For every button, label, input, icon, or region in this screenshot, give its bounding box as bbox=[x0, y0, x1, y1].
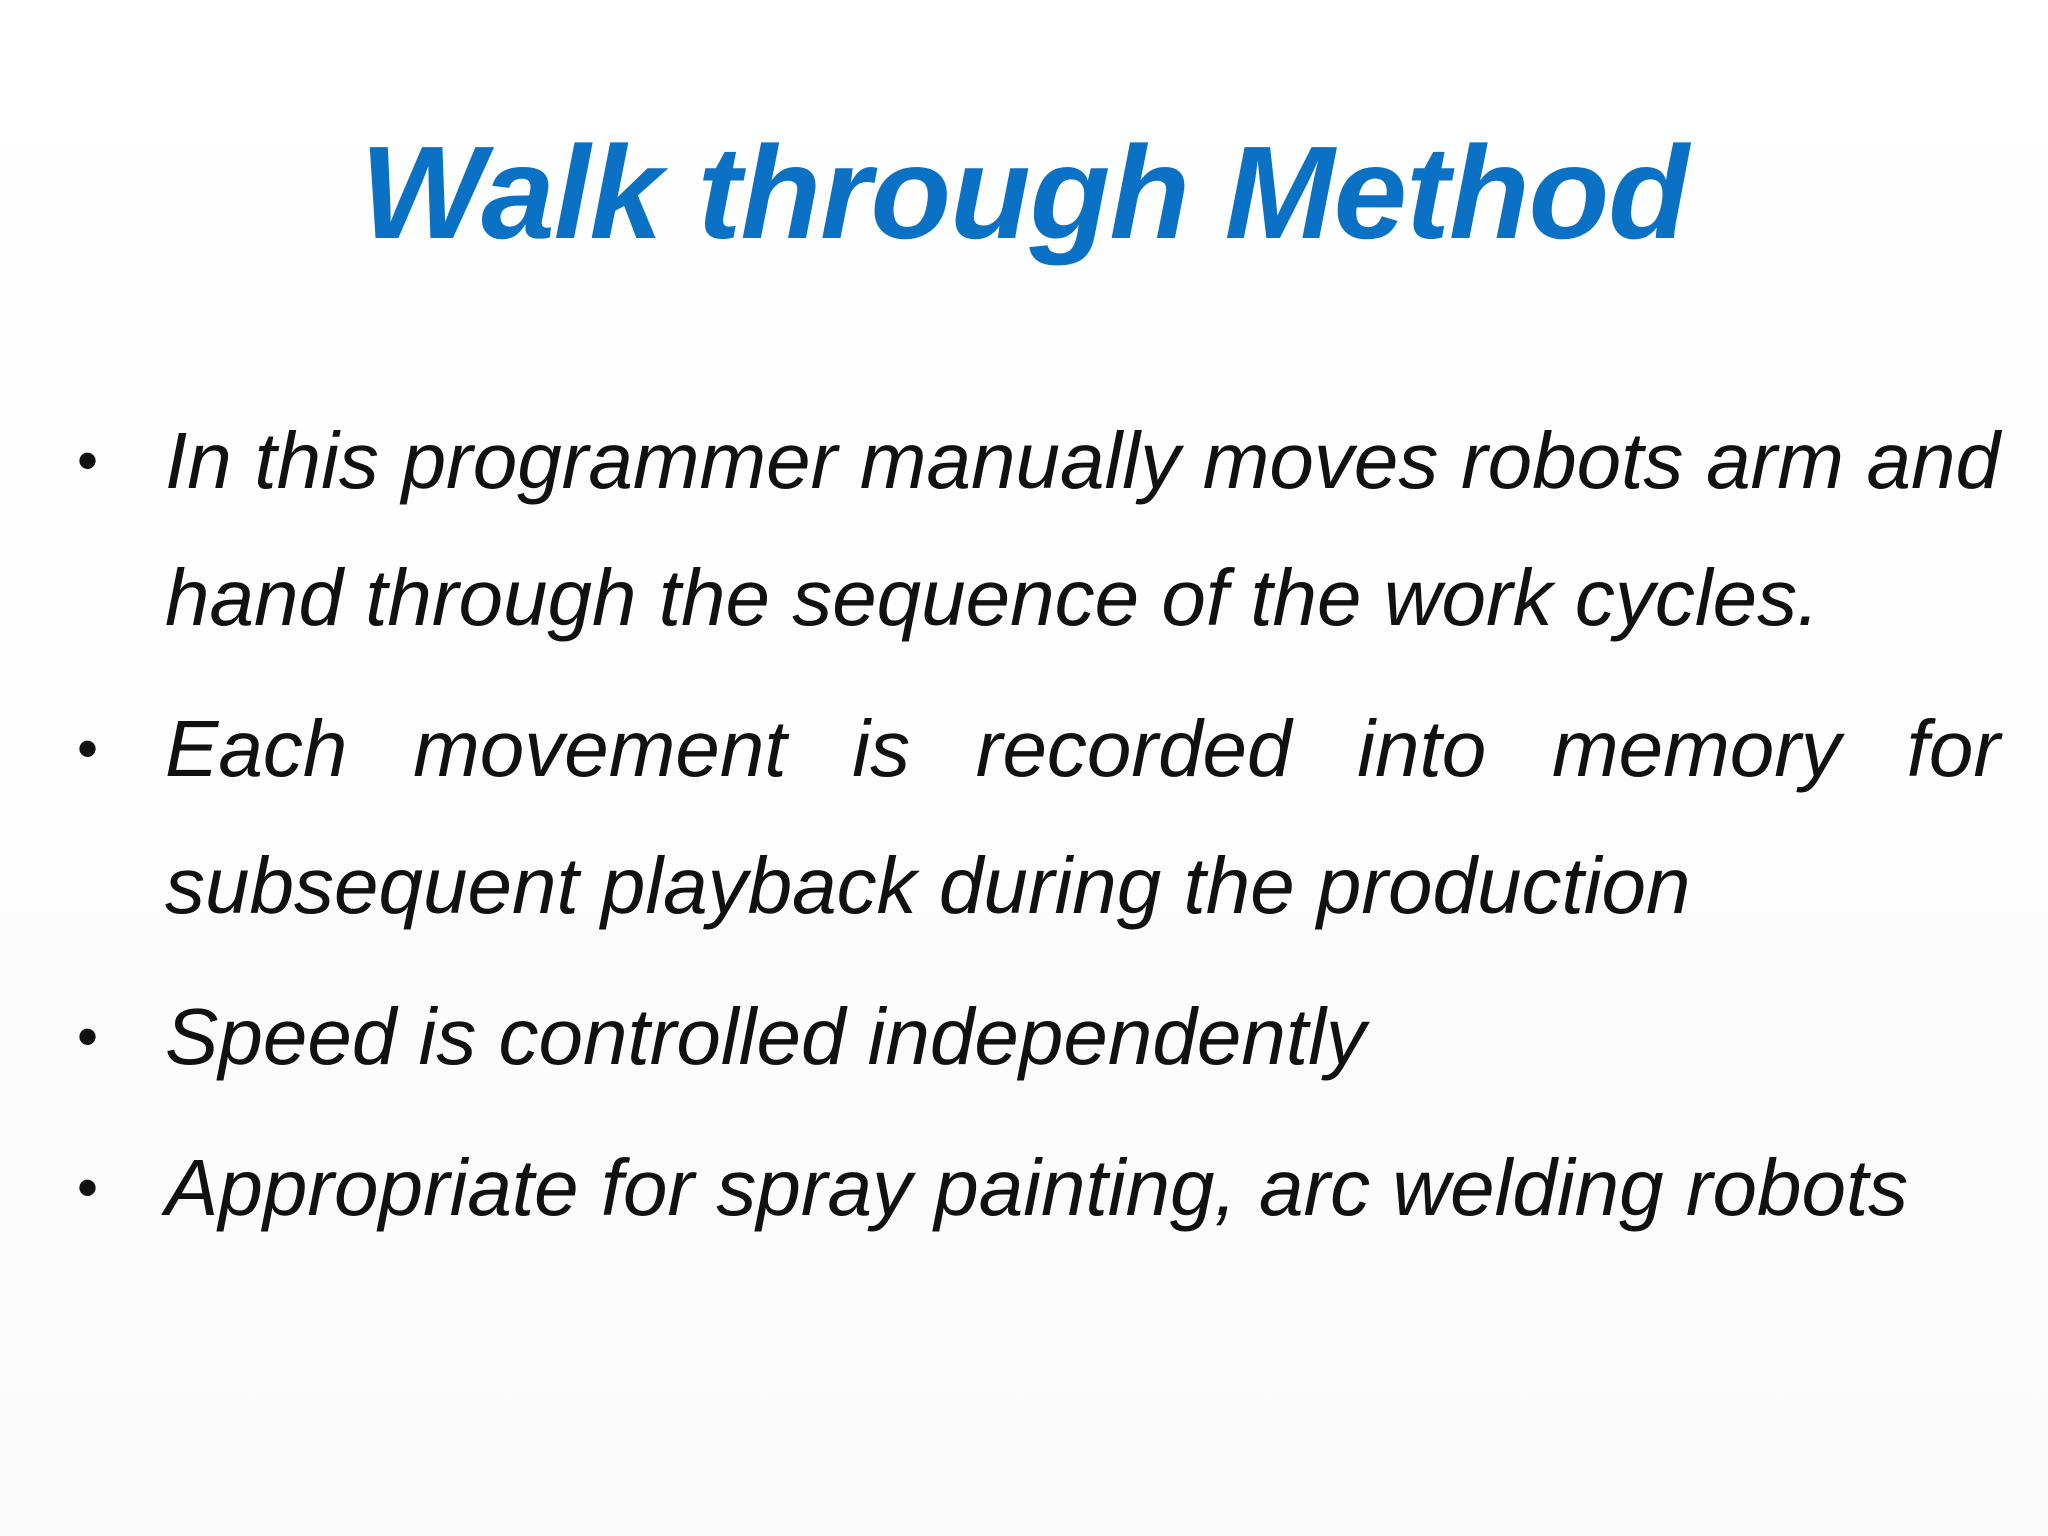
bullet-item bbox=[0, 680, 2000, 954]
bullet-item bbox=[0, 1119, 2000, 1256]
bullet-text: Speed is controlled independently bbox=[165, 992, 1366, 1081]
slide-title: Walk through Method bbox=[360, 119, 1688, 266]
bullet-item bbox=[0, 392, 2000, 666]
bullet-item bbox=[0, 968, 2000, 1105]
bullet-text: In this programmer manually moves robots arm and hand through the sequence of the work cycles. bbox=[165, 416, 2000, 642]
bullet-text: Appropriate for spray painting, arc welding robots bbox=[165, 1143, 1909, 1232]
bullet-text: Each movement is recorded into memory for subsequent playback during the production bbox=[165, 704, 2000, 930]
bullet-list bbox=[0, 392, 2048, 1270]
bullet-icon: • bbox=[77, 1154, 99, 1221]
bullet-icon: • bbox=[77, 427, 99, 494]
bullet-icon: • bbox=[77, 1003, 99, 1070]
bullet-icon: • bbox=[77, 715, 99, 782]
